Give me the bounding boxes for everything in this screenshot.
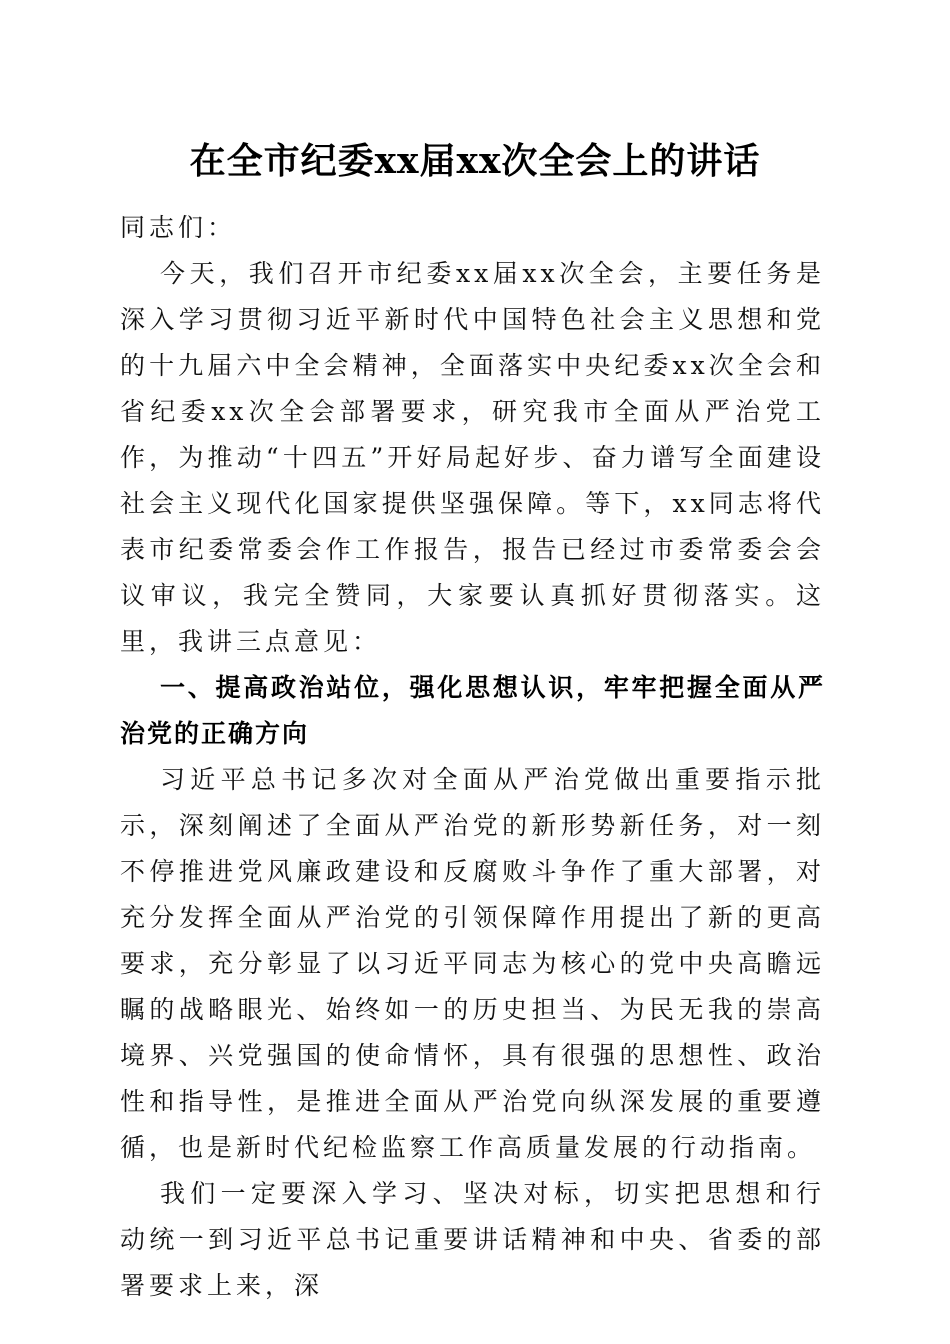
salutation: 同志们：	[120, 213, 237, 242]
document-title: 在全市纪委xx届xx次全会上的讲话	[189, 140, 761, 182]
paragraph-intro: 今天，我们召开市纪委xx届xx次全会，主要任务是深入学习贯彻习近平新时代中国特色社会主义思想和党的十九届六中全会精神，全面落实中央纪委xx次全会和省纪委xx次全会部署要求，研究我市全面从严治党工作，为推动“十四五”开好局起好步、奋力谱写全面建设社会主义现代化国家提供坚强保障。等下，xx同志将代表市纪委常委会作工作报告，报告已经过市委常委会会议审议，我完全赞同，大家要认真抓好贯彻落实。这里，我讲三点意见：	[120, 259, 825, 656]
paragraph-section-1-a: 习近平总书记多次对全面从严治党做出重要指示批示，深刻阐述了全面从严治党的新形势新任务，对一刻不停推进党风廉政建设和反腐败斗争作了重大部署，对充分发挥全面从严治党的引领保障作用提出了新的更高要求，充分彰显了以习近平同志为核心的党中央高瞻远瞩的战略眼光、始终如一的历史担当、为民无我的崇高境界、兴党强国的使命情怀，具有很强的思想性、政治性和指导性，是推进全面从严治党向纵深发展的重要遵循，也是新时代纪检监察工作高质量发展的行动指南。	[120, 765, 825, 1162]
paragraph-section-1-b: 我们一定要深入学习、坚决对标，切实把思想和行动统一到习近平总书记重要讲话精神和中央、省委的部署要求上来，深	[120, 1179, 825, 1300]
section-heading-1: 一、提高政治站位，强化思想认识，牢牢把握全面从严治党的正确方向	[120, 673, 825, 748]
document-body	[120, 205, 825, 1309]
